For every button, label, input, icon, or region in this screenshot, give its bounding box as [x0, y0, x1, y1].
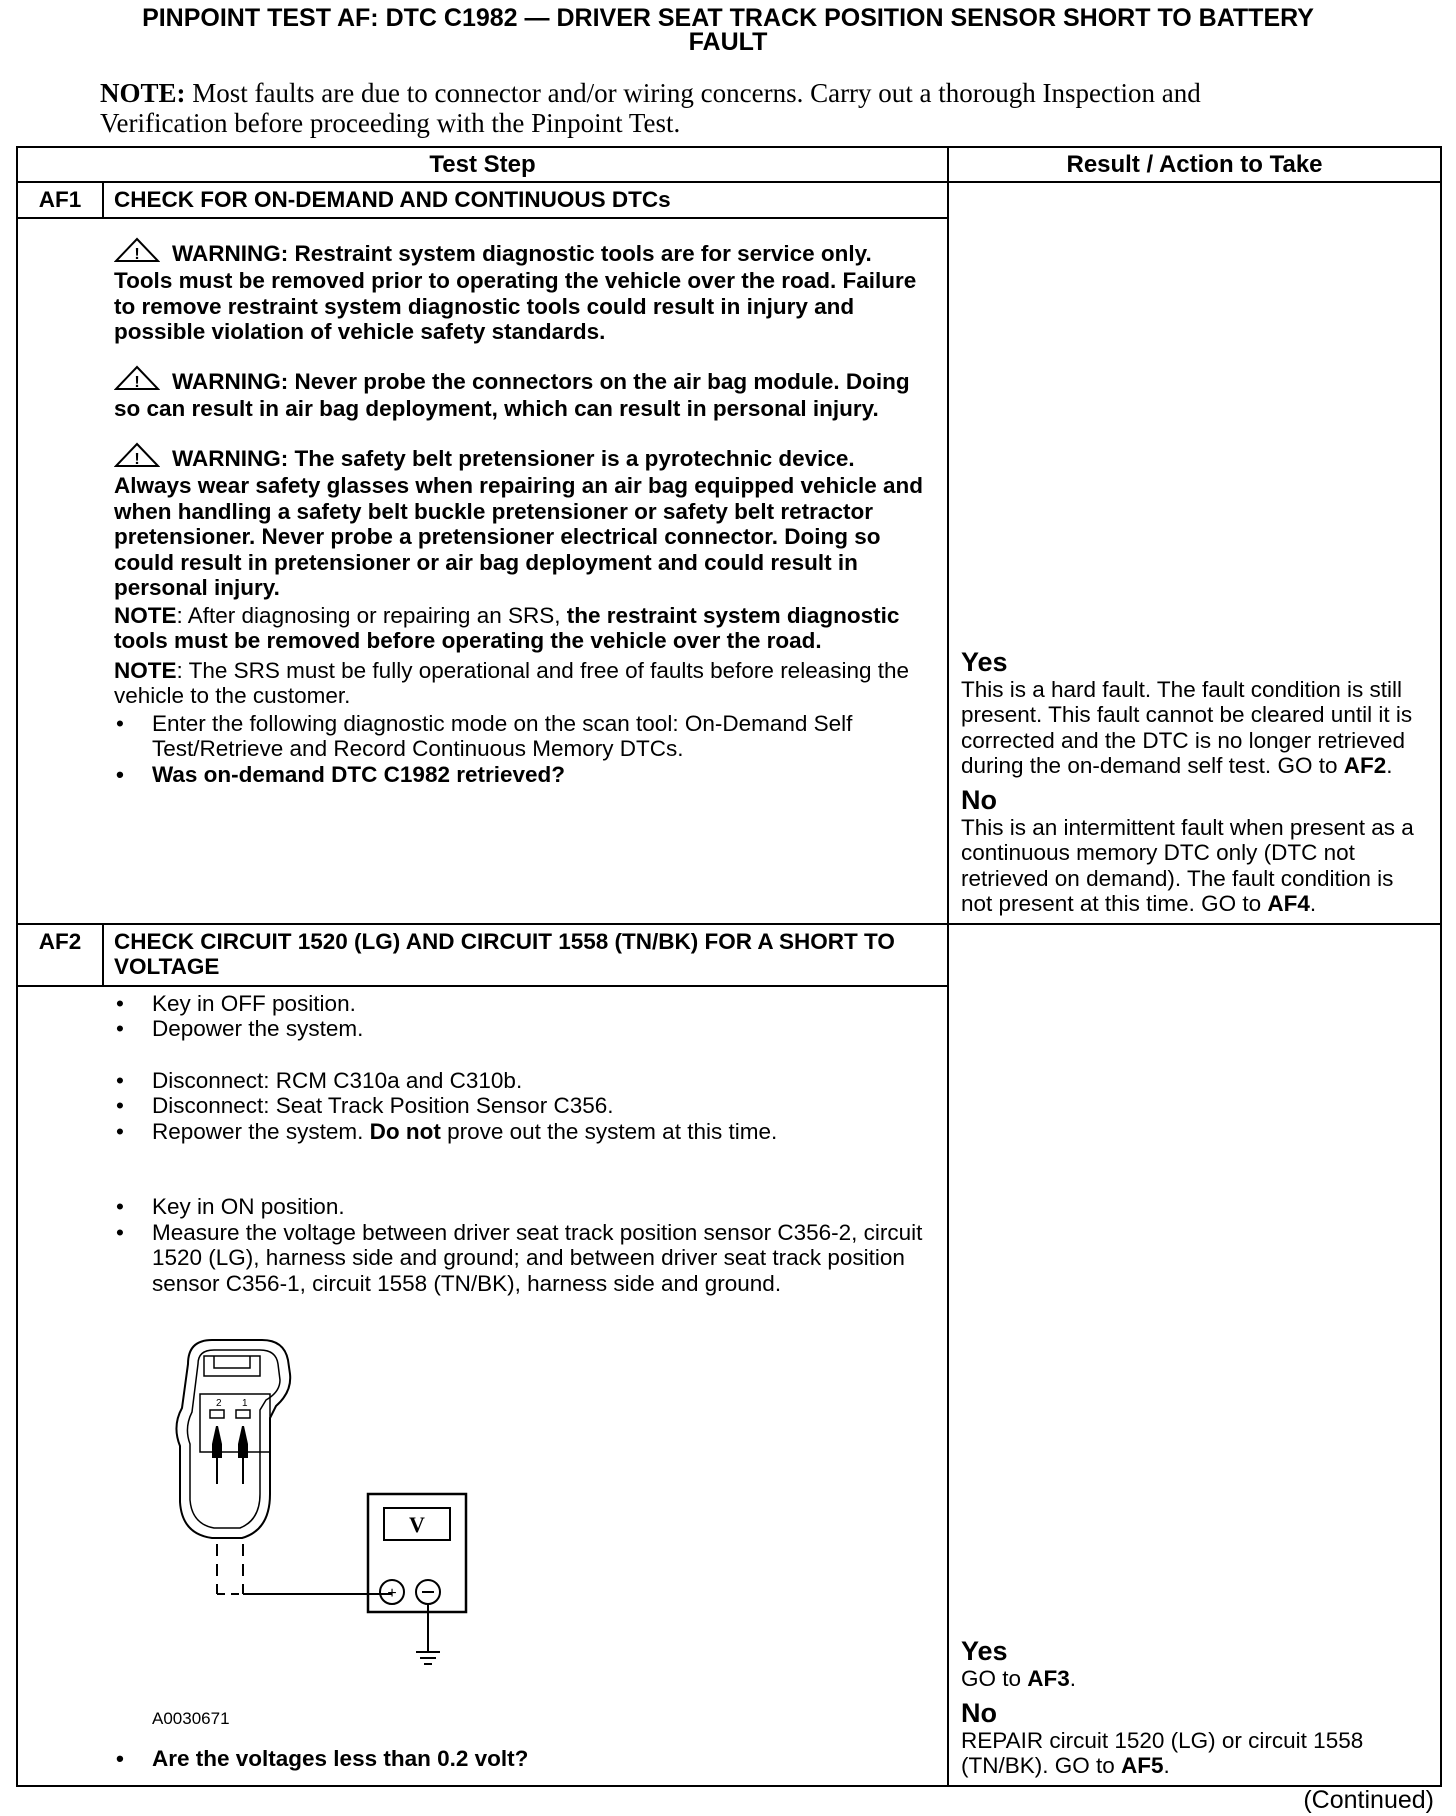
- note-1-bold: the restraint system diagnostic tools must be removed before operating the vehicle over the road.: [114, 602, 900, 653]
- result-af2-no-text: REPAIR circuit 1520 (LG) or circuit 1558 (TN/BK). GO to: [961, 1727, 1364, 1778]
- list-item: • Was on-demand DTC C1982 retrieved?: [114, 762, 933, 788]
- warning-2-text: WARNING: Never probe the connectors on the air bag module. Doing so can result in air bag deployment, which can result in personal injury.: [114, 368, 910, 421]
- result-af1-no-text: This is an intermittent fault when present as a continuous memory DTC only (DTC not retrieved on demand). The fault condition is not present at this time. GO to: [961, 814, 1414, 916]
- list-item: • Key in ON position.: [114, 1194, 933, 1220]
- note-1-plain: : After diagnosing or repairing an SRS,: [176, 602, 567, 628]
- pin-label-2: 2: [216, 1398, 222, 1409]
- svg-text:!: !: [134, 450, 140, 468]
- step-title-af1: CHECK FOR ON-DEMAND AND CONTINUOUS DTCs: [103, 182, 948, 218]
- list-item: • Enter the following diagnostic mode on the scan tool: On-Demand Self Test/Retrieve and Record Continuous Memory DTCs.: [114, 711, 933, 762]
- result-af1-no-label: No: [961, 784, 997, 815]
- warning-3-text: WARNING: The safety belt pretensioner is a pyrotechnic device. Always wear safety glasses when repairing an air bag equipped vehicle and when handling a safety belt buckle pretensioner or safety belt retractor pretensioner. Never probe a pretensioner electrical connector. Doing so could result in pretensioner or air bag deployment and could result in personal injury.: [114, 445, 924, 600]
- result-af2-yes-text: GO to: [961, 1666, 1028, 1691]
- result-af1-yes-label: Yes: [961, 646, 1008, 677]
- step-title-af2: CHECK CIRCUIT 1520 (LG) AND CIRCUIT 1558 (TN/BK) FOR A SHORT TO VOLTAGE: [103, 924, 948, 986]
- result-af1-no-goto: AF4: [1267, 891, 1310, 916]
- b5-plain: Repower the system.: [152, 1118, 370, 1144]
- warning-1: [114, 237, 933, 345]
- col-header-result: Result / Action to Take: [948, 147, 1441, 182]
- af2-bullet-list: [114, 991, 933, 1042]
- pinpoint-table: [16, 146, 1442, 1787]
- result-af1-yes-text: This is a hard fault. The fault condition is still present. This fault cannot be cleared until it is corrected and the DTC is no longer retrieved during the on-demand self test. GO to: [961, 676, 1413, 778]
- intro-note-label: NOTE:: [100, 78, 186, 108]
- note-2-label: NOTE: [114, 657, 177, 683]
- warning-triangle-icon: [114, 237, 172, 269]
- intro-note: [100, 78, 1300, 138]
- note-1: [114, 603, 933, 654]
- list-item: [114, 1119, 933, 1145]
- b5-rest: prove out the system at this time.: [440, 1118, 778, 1144]
- figure-id: A0030671: [152, 1709, 230, 1728]
- list-item: • Measure the voltage between driver seat track position sensor C356-2, circuit 1520 (LG), harness side and ground; and between driver seat track position sensor C356-1, circuit 1558 (TN/BK), harness side and ground.: [114, 1220, 933, 1297]
- warning-triangle-icon: [114, 442, 172, 474]
- note-1-label: NOTE: [114, 602, 177, 628]
- col-header-test-step: Test Step: [17, 147, 948, 182]
- step-af1-body: [17, 218, 948, 924]
- step-af2-header-row: [17, 924, 1441, 986]
- warning-3: [114, 442, 933, 601]
- step-id-af2: AF2: [17, 924, 103, 986]
- list-item: • Disconnect: RCM C310a and C310b.: [114, 1068, 933, 1094]
- note-2-text: : The SRS must be fully operational and free of faults before releasing the vehicle to the customer.: [114, 657, 910, 708]
- result-af2-no-label: No: [961, 1697, 997, 1728]
- warning-triangle-icon: [114, 365, 172, 397]
- af2-bullet-list-2: [114, 1068, 933, 1145]
- list-item: • Key in OFF position.: [114, 991, 933, 1017]
- pin-label-1: 1: [242, 1398, 248, 1409]
- result-af2-yes-label: Yes: [961, 1636, 1008, 1666]
- af1-bullet-list: [114, 711, 933, 788]
- svg-text:+: +: [387, 1585, 397, 1602]
- svg-text:!: !: [134, 373, 140, 391]
- step-id-af1: AF1: [17, 182, 103, 218]
- warning-1-text: WARNING: Restraint system diagnostic tools are for service only. Tools must be removed prior to operating the vehicle over the road. Failure to remove restraint system diagnostic tools could result in injury and possible violation of vehicle safety standards.: [114, 240, 917, 344]
- svg-text:!: !: [134, 245, 140, 263]
- result-af2: Yes GO to AF3. No REPAIR circuit 1520 (LG) or circuit 1558 (TN/BK). GO to AF5.: [948, 924, 1441, 1786]
- step-af1-header-row: [17, 182, 1441, 218]
- af2-bullet-list-3: [114, 1194, 933, 1296]
- note-2: [114, 658, 933, 709]
- voltmeter-figure: [152, 1334, 933, 1744]
- result-af1: Yes This is a hard fault. The fault condition is still present. This fault cannot be cleared until it is corrected and the DTC is no longer retrieved during the on-demand self test. GO to AF2. No This is an intermittent fault when present as a continuous memory DTC only (DTC not retrieved on demand). The fault condition is not present at this time. GO to AF4.: [948, 182, 1441, 924]
- af2-question-list: [114, 1746, 933, 1772]
- step-af2-body: [17, 986, 948, 1786]
- result-af1-yes-goto: AF2: [1343, 753, 1387, 778]
- page-title: [0, 6, 1456, 54]
- warning-2: [114, 365, 933, 422]
- title-line-1: PINPOINT TEST AF: DTC C1982 — DRIVER SEAT TRACK POSITION SENSOR SHORT TO BATTERY: [142, 4, 1314, 32]
- b5-bold: Do not: [369, 1118, 441, 1144]
- connector-voltmeter-diagram: [152, 1334, 632, 1694]
- continued-label: (Continued): [1303, 1786, 1434, 1814]
- table-header-row: [17, 147, 1441, 182]
- result-af2-yes-goto: AF3: [1027, 1666, 1070, 1691]
- title-line-2: FAULT: [688, 28, 768, 56]
- list-item: • Are the voltages less than 0.2 volt?: [114, 1746, 933, 1772]
- result-af2-no-goto: AF5: [1121, 1753, 1164, 1778]
- intro-note-text: Most faults are due to connector and/or wiring concerns. Carry out a thorough Inspection and Verification before proceeding with the Pinpoint Test.: [100, 78, 1201, 138]
- meter-v-label: V: [409, 1512, 425, 1537]
- list-item: • Depower the system.: [114, 1016, 933, 1042]
- list-item: • Disconnect: Seat Track Position Sensor C356.: [114, 1093, 933, 1119]
